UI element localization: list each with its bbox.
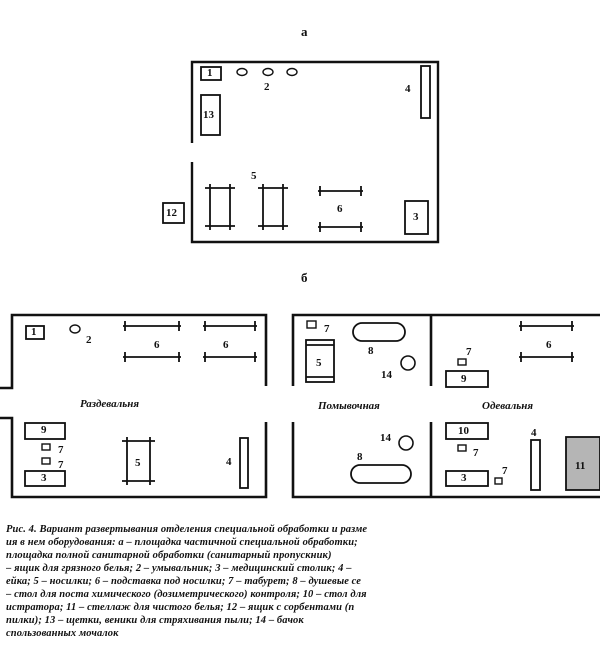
plan-b-stool-7a xyxy=(42,444,50,450)
plan-b-label-d6: 6 xyxy=(546,339,552,351)
caption-line-6: – стол для поста химического (дозиметрического) контроля; 10 – стол для xyxy=(6,589,367,600)
plan-a-walls xyxy=(192,62,438,242)
room-label-dressing: Одевальня xyxy=(482,400,534,412)
plan-b-label-7a: 7 xyxy=(58,444,64,456)
plan-b-label-d3: 3 xyxy=(461,472,467,484)
plan-b-label-w14b: 14 xyxy=(380,432,391,444)
plan-b-stool-7d3 xyxy=(495,478,502,484)
caption-line-1: Рис. 4. Вариант развертывания отделения специальной обработки и разме xyxy=(6,524,368,535)
plan-b-table-3d xyxy=(446,471,488,486)
plan-b-label-d4: 4 xyxy=(531,427,537,439)
plan-b-stand-6b xyxy=(203,321,257,362)
section-a-label: а xyxy=(301,24,308,39)
plan-b-label-w8a: 8 xyxy=(368,345,374,357)
plan-a-label-13: 13 xyxy=(203,109,214,121)
plan-b-shower-8b xyxy=(351,465,411,483)
caption-line-2: ия в нем оборудования: а – площадка частичной специальной обработки; xyxy=(6,537,358,548)
plan-b-label-5: 5 xyxy=(135,457,141,469)
plan-a-label-12: 12 xyxy=(166,207,177,219)
plan-b-label-d7c: 7 xyxy=(502,465,508,477)
plan-b-label-d7a: 7 xyxy=(466,346,472,358)
plan-a-stand-1 xyxy=(318,186,363,196)
plan-b-stand-6a xyxy=(123,321,181,362)
plan-b-label-w14a: 14 xyxy=(381,369,392,381)
plan-b-label-6a: 6 xyxy=(154,339,160,351)
plan-a-sink-1 xyxy=(237,69,247,76)
plan-a-label-3: 3 xyxy=(413,211,419,223)
plan-b-stool-7d2 xyxy=(458,445,466,451)
room-label-washing: Помывочная xyxy=(318,400,380,412)
figure-caption xyxy=(6,523,596,640)
plan-b-label-d7b: 7 xyxy=(473,447,479,459)
plan-b-label-d10: 10 xyxy=(458,425,469,437)
plan-a-stand-2 xyxy=(318,222,363,232)
plan-a xyxy=(163,62,438,242)
plan-b-shower-8a xyxy=(353,323,405,341)
plan-b-label-2: 2 xyxy=(86,334,92,346)
plan-a-label-1: 1 xyxy=(207,67,213,79)
plan-b-label-w5: 5 xyxy=(316,357,322,369)
caption-line-5: ейка; 5 – носилки; 6 – подставка под носилки; 7 – табурет; 8 – душевые се xyxy=(6,576,362,587)
plan-a-stretcher-1 xyxy=(205,184,235,230)
plan-b-bench-4d xyxy=(531,440,540,490)
plan-b-tank-14a xyxy=(401,356,415,370)
plan-b-label-w7: 7 xyxy=(324,323,330,335)
caption-line-8: пилки); 13 – щетки, веники для стряхивания пыли; 14 – бачок xyxy=(6,615,304,626)
plan-b-label-w8b: 8 xyxy=(357,451,363,463)
plan-b-label-7b: 7 xyxy=(58,459,64,471)
plan-b-label-d11: 11 xyxy=(575,460,586,472)
plan-b-stool-7w xyxy=(307,321,316,328)
room-label-undressing: Раздевальня xyxy=(80,398,140,410)
plan-b-table-9d xyxy=(446,371,488,387)
plan-b-label-d9: 9 xyxy=(461,373,467,385)
plan-a-label-6: 6 xyxy=(337,203,343,215)
plan-b-stool-7b xyxy=(42,458,50,464)
caption-line-4: – ящик для грязного белья; 2 – умывальник; 3 – медицинский столик; 4 – xyxy=(6,563,352,574)
plan-a-sink-3 xyxy=(287,69,297,76)
plan-a-stretcher-2 xyxy=(258,184,288,230)
caption-line-7: истратора; 11 – стеллаж для чистого белья; 12 – ящик с сорбентами (п xyxy=(6,602,355,613)
plan-b-label-6b: 6 xyxy=(223,339,229,351)
plan-a-label-2: 2 xyxy=(264,81,270,93)
plan-b-label-4: 4 xyxy=(226,456,232,468)
section-b-label: б xyxy=(301,270,308,285)
plan-a-label-5: 5 xyxy=(251,170,257,182)
plan-b-sink-2 xyxy=(70,325,80,333)
plan-a-sink-2 xyxy=(263,69,273,76)
plan-b-bench-4 xyxy=(240,438,248,488)
plan-a-label-4: 4 xyxy=(405,83,411,95)
plan-b-label-3: 3 xyxy=(41,472,47,484)
plan-b-tank-14b xyxy=(399,436,413,450)
caption-line-9: спользованных мочалок xyxy=(6,628,119,639)
plan-b-label-1: 1 xyxy=(31,326,37,338)
caption-line-3: площадка полной санитарной обработки (санитарный пропускник) xyxy=(6,550,332,561)
plan-b-label-9: 9 xyxy=(41,424,47,436)
plan-a-bench-4 xyxy=(421,66,430,118)
plan-b-stool-7d1 xyxy=(458,359,466,365)
